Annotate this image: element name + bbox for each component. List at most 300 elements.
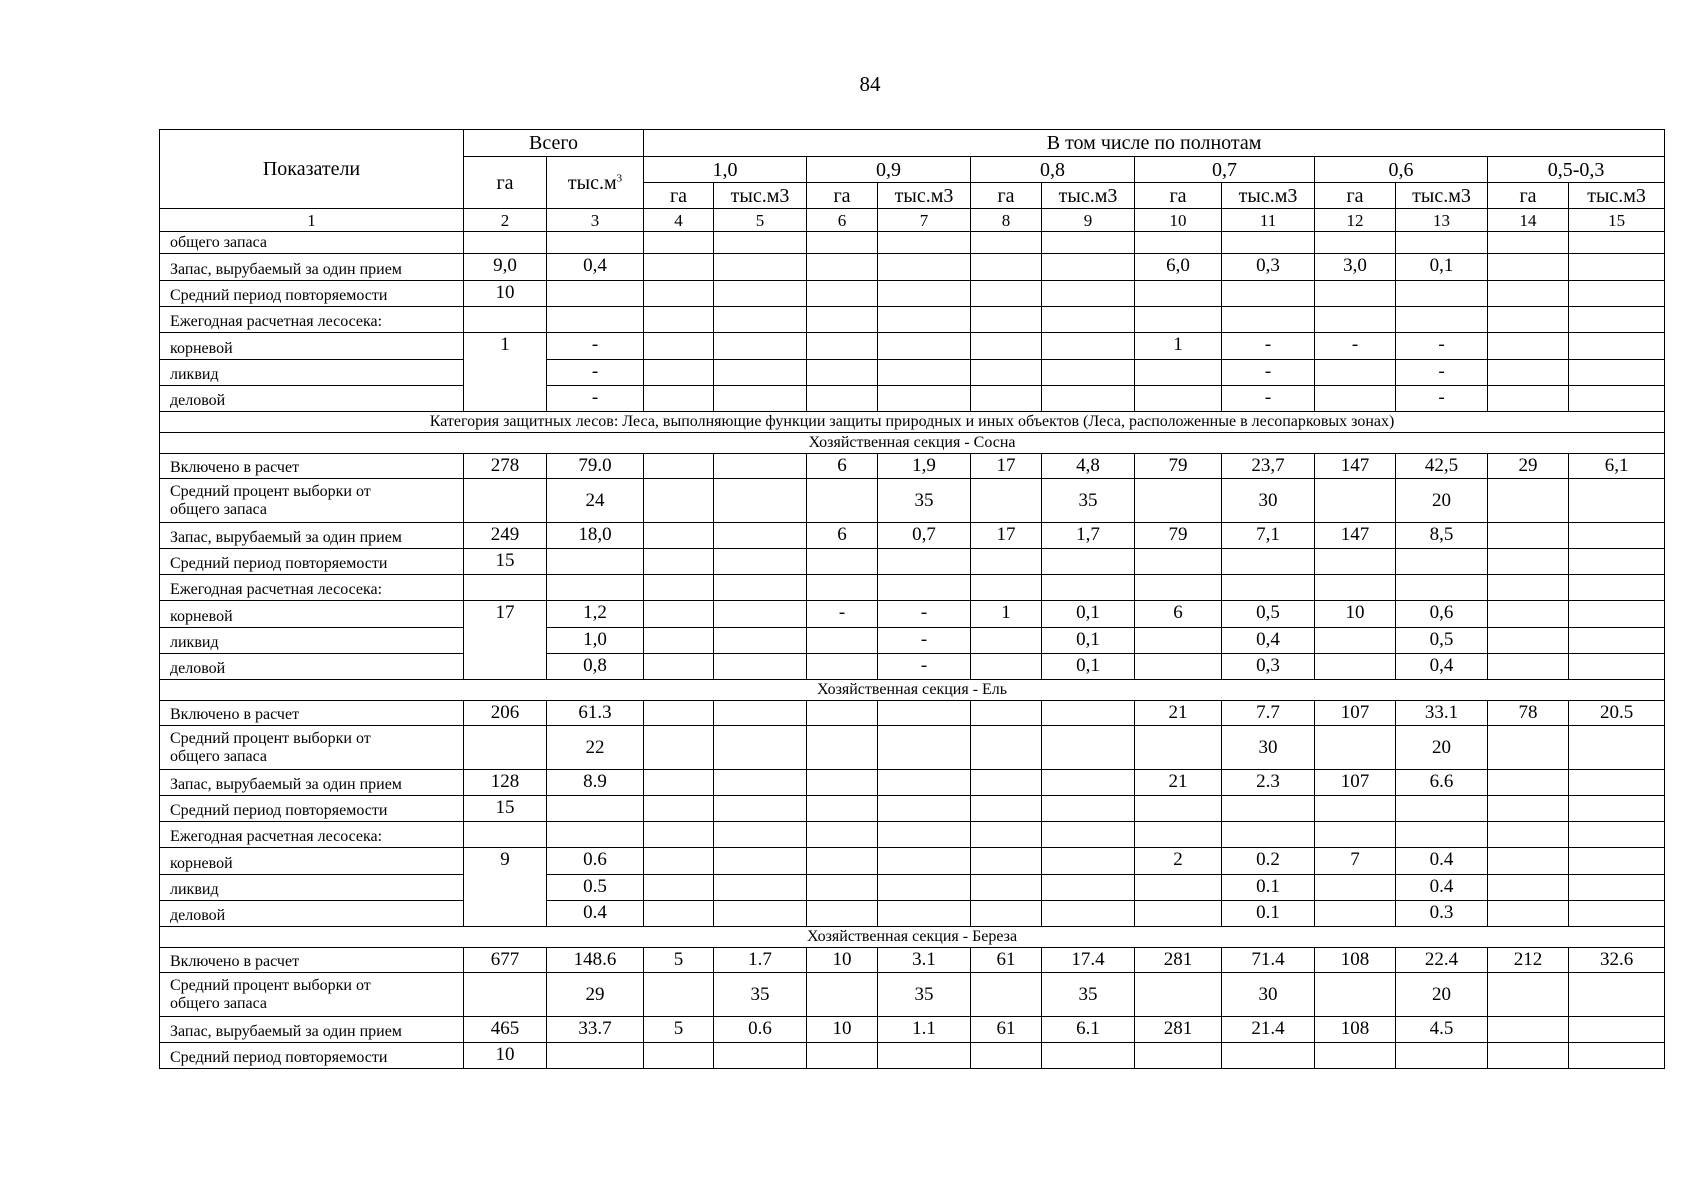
table-row: [160, 601, 1665, 628]
row-label: общего запаса: [160, 232, 464, 254]
column-number: 3: [547, 209, 644, 232]
table-cell: 35: [1042, 973, 1135, 1017]
table-cell: 7.7: [1222, 701, 1315, 726]
row-label: Ежегодная расчетная лесосека:: [160, 307, 464, 333]
table-cell: 677: [464, 948, 547, 973]
unit-volume-header: тыс.м3: [1222, 183, 1315, 209]
table-cell: [807, 901, 878, 927]
row-label: ликвид: [160, 360, 464, 386]
unit-volume-header: тыс.м3: [1042, 183, 1135, 209]
table-cell: 3.1: [878, 948, 971, 973]
row-label: Включено в расчет: [160, 701, 464, 726]
table-cell: [464, 822, 547, 848]
row-label-line: общего запаса: [170, 501, 267, 518]
table-cell: [714, 360, 807, 386]
section-title: Хозяйственная секция - Ель: [160, 680, 1665, 701]
table-cell: [1315, 628, 1396, 654]
table-cell: [807, 549, 878, 575]
table-row: [160, 575, 1665, 601]
table-cell: [1315, 549, 1396, 575]
table-cell: [644, 726, 714, 770]
table-row: [160, 1017, 1665, 1043]
table-cell: [644, 654, 714, 680]
table-cell: [644, 549, 714, 575]
column-number: 5: [714, 209, 807, 232]
table-cell: [1569, 770, 1665, 796]
table-cell: [1222, 822, 1315, 848]
table-row: [160, 454, 1665, 479]
table-cell: 107: [1315, 701, 1396, 726]
table-cell: [714, 601, 807, 628]
unit-volume-header: тыс.м3: [1569, 183, 1665, 209]
table-cell: [1488, 232, 1569, 254]
table-cell: 29: [547, 973, 644, 1017]
table-cell: [1222, 232, 1315, 254]
table-cell: [547, 307, 644, 333]
table-cell: [878, 549, 971, 575]
table-cell: [464, 575, 547, 601]
table-cell: [1488, 875, 1569, 901]
table-cell: 20: [1396, 973, 1488, 1017]
table-row: [160, 875, 1665, 901]
table-row: [160, 479, 1665, 523]
density-header: 0,7: [1135, 157, 1315, 183]
table-cell: 1,7: [1042, 523, 1135, 549]
table-cell: [1135, 628, 1222, 654]
table-cell: 8.9: [547, 770, 644, 796]
table-cell: 61: [971, 948, 1042, 973]
table-cell: [1222, 549, 1315, 575]
table-cell: [1315, 386, 1396, 412]
table-cell: [1488, 901, 1569, 927]
table-cell: [971, 822, 1042, 848]
table-cell: [714, 307, 807, 333]
table-cell: 7,1: [1222, 523, 1315, 549]
table-cell: -: [878, 654, 971, 680]
table-cell: [1042, 796, 1135, 822]
table-cell: [878, 360, 971, 386]
table-cell: 0,1: [1042, 628, 1135, 654]
table-cell: 1,2: [547, 601, 644, 628]
table-cell: [878, 822, 971, 848]
table-cell: [547, 822, 644, 848]
table-cell: [714, 654, 807, 680]
table-cell: 30: [1222, 726, 1315, 770]
table-cell: [1569, 549, 1665, 575]
table-cell: 0.4: [1396, 875, 1488, 901]
table-cell: [1396, 575, 1488, 601]
table-cell: [1042, 549, 1135, 575]
table-cell: [878, 386, 971, 412]
page-number: 84: [859, 72, 881, 96]
table-cell: [807, 575, 878, 601]
table-cell: [1135, 822, 1222, 848]
table-cell: [1488, 333, 1569, 360]
table-cell: [1488, 628, 1569, 654]
table-cell: [714, 575, 807, 601]
table-cell: [1569, 281, 1665, 307]
table-cell: [1396, 1043, 1488, 1069]
table-cell: [1488, 1017, 1569, 1043]
row-label: Запас, вырубаемый за один прием: [160, 523, 464, 549]
table-cell: [1488, 848, 1569, 875]
row-label: Запас, вырубаемый за один прием: [160, 1017, 464, 1043]
table-cell: [644, 628, 714, 654]
table-cell: [644, 254, 714, 281]
table-cell: 79: [1135, 523, 1222, 549]
table-cell: 465: [464, 1017, 547, 1043]
table-cell: [714, 479, 807, 523]
table-cell: [1396, 549, 1488, 575]
table-cell: 18,0: [547, 523, 644, 549]
table-cell: [1488, 479, 1569, 523]
table-cell: 108: [1315, 948, 1396, 973]
table-cell: 0,3: [1222, 254, 1315, 281]
table-cell: [971, 901, 1042, 927]
table-cell: [971, 770, 1042, 796]
table-cell: [644, 386, 714, 412]
table-row: [160, 360, 1665, 386]
indicators-header: Показатели: [160, 130, 464, 209]
table-cell: 6.6: [1396, 770, 1488, 796]
table-cell: [1569, 628, 1665, 654]
table-cell: [1396, 796, 1488, 822]
row-label: корневой: [160, 848, 464, 875]
table-cell: [807, 701, 878, 726]
table-cell: [714, 701, 807, 726]
table-cell: [714, 848, 807, 875]
table-cell: 8,5: [1396, 523, 1488, 549]
table-cell: [1222, 575, 1315, 601]
section-title-row: [160, 433, 1665, 454]
table-cell: [1315, 822, 1396, 848]
table-cell: [1396, 822, 1488, 848]
table-cell: 79: [1135, 454, 1222, 479]
table-cell: -: [547, 333, 644, 360]
table-cell: 281: [1135, 948, 1222, 973]
table-cell: [807, 254, 878, 281]
unit-ha-header: га: [644, 183, 714, 209]
table-cell: [878, 281, 971, 307]
table-cell: [464, 479, 547, 523]
table-cell: [807, 1043, 878, 1069]
table-cell: [1488, 360, 1569, 386]
table-cell: [971, 973, 1042, 1017]
table-cell: [1569, 901, 1665, 927]
table-cell: [1569, 479, 1665, 523]
table-cell: [714, 770, 807, 796]
table-cell: [714, 901, 807, 927]
table-cell: [714, 1043, 807, 1069]
table-cell: [1042, 726, 1135, 770]
table-cell: [1569, 1017, 1665, 1043]
table-cell: -: [1222, 333, 1315, 360]
table-cell: [1569, 822, 1665, 848]
table-cell: [878, 848, 971, 875]
table-cell: [547, 796, 644, 822]
column-number: 10: [1135, 209, 1222, 232]
table-cell: 0,4: [1222, 628, 1315, 654]
table-cell: [971, 549, 1042, 575]
table-cell: [644, 875, 714, 901]
table-cell: [1569, 654, 1665, 680]
table-cell: [1042, 770, 1135, 796]
table-cell: [1488, 254, 1569, 281]
table-cell: 79.0: [547, 454, 644, 479]
table-cell: [714, 549, 807, 575]
table-cell: 0,3: [1222, 654, 1315, 680]
total-ha-header: га: [464, 157, 547, 209]
table-cell: [644, 523, 714, 549]
table-row: [160, 901, 1665, 927]
table-cell: [464, 307, 547, 333]
table-cell: [971, 875, 1042, 901]
table-cell: 0.1: [1222, 875, 1315, 901]
table-cell: [1488, 523, 1569, 549]
table-cell: [878, 307, 971, 333]
table-cell: [807, 822, 878, 848]
table-cell: [1396, 307, 1488, 333]
row-label: ликвид: [160, 875, 464, 901]
table-cell: 15: [464, 549, 547, 575]
table-cell: 9: [464, 848, 547, 927]
table-cell: [714, 875, 807, 901]
table-cell: 1.1: [878, 1017, 971, 1043]
table-cell: 0.4: [547, 901, 644, 927]
table-cell: [1222, 307, 1315, 333]
row-label: ликвид: [160, 628, 464, 654]
table-cell: [1135, 973, 1222, 1017]
table-cell: [644, 822, 714, 848]
table-cell: [1042, 701, 1135, 726]
table-cell: [807, 232, 878, 254]
column-number: 13: [1396, 209, 1488, 232]
table-cell: [878, 333, 971, 360]
table-cell: [1396, 232, 1488, 254]
table-cell: [1315, 726, 1396, 770]
table-row: [160, 654, 1665, 680]
table-cell: 6: [1135, 601, 1222, 628]
table-row: [160, 973, 1665, 1017]
table-cell: [1315, 232, 1396, 254]
row-label: Запас, вырубаемый за один прием: [160, 254, 464, 281]
table-cell: [1569, 386, 1665, 412]
table-cell: 249: [464, 523, 547, 549]
table-cell: [971, 333, 1042, 360]
table-cell: 33.1: [1396, 701, 1488, 726]
table-cell: [1569, 254, 1665, 281]
table-cell: [971, 575, 1042, 601]
table-cell: [807, 386, 878, 412]
table-cell: [878, 254, 971, 281]
row-label: Средний период повторяемости: [160, 1043, 464, 1069]
table-cell: 20: [1396, 479, 1488, 523]
column-number: 1: [160, 209, 464, 232]
table-cell: [971, 254, 1042, 281]
table-cell: [1488, 281, 1569, 307]
table-cell: 23,7: [1222, 454, 1315, 479]
table-cell: [1135, 1043, 1222, 1069]
table-cell: [644, 701, 714, 726]
table-cell: 0.4: [1396, 848, 1488, 875]
table-cell: [547, 1043, 644, 1069]
table-cell: 206: [464, 701, 547, 726]
table-cell: 61: [971, 1017, 1042, 1043]
table-cell: [1135, 875, 1222, 901]
row-label: Включено в расчет: [160, 454, 464, 479]
row-label: Ежегодная расчетная лесосека:: [160, 822, 464, 848]
table-cell: 0.6: [547, 848, 644, 875]
table-cell: [878, 901, 971, 927]
table-cell: [1488, 726, 1569, 770]
row-label-line: Средний процент выборки от: [170, 976, 371, 994]
table-cell: 4,8: [1042, 454, 1135, 479]
table-cell: 281: [1135, 1017, 1222, 1043]
table-cell: [1135, 307, 1222, 333]
table-cell: [1569, 307, 1665, 333]
table-cell: [644, 770, 714, 796]
table-cell: [1488, 770, 1569, 796]
table-row: [160, 822, 1665, 848]
table-cell: [1042, 875, 1135, 901]
table-cell: 71.4: [1222, 948, 1315, 973]
table-cell: [547, 549, 644, 575]
total-header: Всего: [464, 130, 644, 157]
table-cell: 61.3: [547, 701, 644, 726]
unit-volume-header: тыс.м3: [878, 183, 971, 209]
table-cell: [714, 454, 807, 479]
table-cell: [1042, 901, 1135, 927]
table-cell: 128: [464, 770, 547, 796]
table-cell: [1315, 281, 1396, 307]
table-row: [160, 232, 1665, 254]
table-cell: 3,0: [1315, 254, 1396, 281]
table-row: [160, 254, 1665, 281]
table-cell: [1222, 796, 1315, 822]
row-label: корневой: [160, 333, 464, 360]
table-cell: 0,5: [1396, 628, 1488, 654]
row-label-line: Средний процент выборки от: [170, 482, 371, 500]
table-cell: [878, 796, 971, 822]
density-header: 0,9: [807, 157, 971, 183]
table-cell: [1315, 575, 1396, 601]
total-volume-header: [547, 157, 644, 209]
density-header: 0,8: [971, 157, 1135, 183]
table-row: [160, 796, 1665, 822]
unit-ha-header: га: [1488, 183, 1569, 209]
table-cell: 2: [1135, 848, 1222, 875]
table-row: [160, 549, 1665, 575]
table-cell: [644, 333, 714, 360]
table-cell: [878, 701, 971, 726]
table-cell: [644, 479, 714, 523]
row-label: деловой: [160, 901, 464, 927]
table-cell: -: [878, 628, 971, 654]
table-cell: [807, 479, 878, 523]
table-cell: [1315, 654, 1396, 680]
table-cell: [1135, 360, 1222, 386]
table-cell: [1315, 901, 1396, 927]
table-cell: 33.7: [547, 1017, 644, 1043]
table-cell: [878, 726, 971, 770]
column-number: 9: [1042, 209, 1135, 232]
table-row: [160, 333, 1665, 360]
table-cell: [714, 523, 807, 549]
table-cell: [1488, 575, 1569, 601]
table-cell: [464, 726, 547, 770]
table-cell: [644, 575, 714, 601]
table-cell: [1569, 523, 1665, 549]
table-cell: 4.5: [1396, 1017, 1488, 1043]
row-label-line: общего запаса: [170, 995, 267, 1012]
table-cell: 0.5: [547, 875, 644, 901]
table-cell: [1396, 281, 1488, 307]
row-label: [160, 479, 464, 523]
table-cell: 21: [1135, 770, 1222, 796]
table-cell: [1135, 654, 1222, 680]
table-cell: 35: [1042, 479, 1135, 523]
table-cell: [1135, 549, 1222, 575]
table-cell: 0,4: [547, 254, 644, 281]
table-row: [160, 1043, 1665, 1069]
table-cell: 10: [464, 281, 547, 307]
table-row: [160, 628, 1665, 654]
table-cell: 0.1: [1222, 901, 1315, 927]
table-cell: [1042, 575, 1135, 601]
table-row: [160, 948, 1665, 973]
table-cell: 0.3: [1396, 901, 1488, 927]
category-row: [160, 412, 1665, 433]
table-cell: 30: [1222, 479, 1315, 523]
table-cell: [971, 232, 1042, 254]
table-cell: [878, 575, 971, 601]
row-label: [160, 726, 464, 770]
row-label: Запас, вырубаемый за один прием: [160, 770, 464, 796]
table-cell: 10: [807, 948, 878, 973]
table-cell: 108: [1315, 1017, 1396, 1043]
table-cell: [1135, 575, 1222, 601]
table-cell: [1135, 726, 1222, 770]
header-row-column-numbers: [160, 209, 1665, 232]
table-cell: 148.6: [547, 948, 644, 973]
table-cell: 0,8: [547, 654, 644, 680]
table-cell: [714, 822, 807, 848]
table-cell: 1.7: [714, 948, 807, 973]
table-cell: [1042, 281, 1135, 307]
table-cell: [971, 386, 1042, 412]
table-cell: [1569, 575, 1665, 601]
table-cell: [1488, 822, 1569, 848]
table-cell: [971, 726, 1042, 770]
table-cell: 30: [1222, 973, 1315, 1017]
table-cell: -: [807, 601, 878, 628]
row-label: деловой: [160, 654, 464, 680]
table-cell: -: [1222, 360, 1315, 386]
table-cell: [1569, 232, 1665, 254]
table-cell: [1042, 333, 1135, 360]
table-cell: 17: [971, 523, 1042, 549]
table-cell: [1135, 281, 1222, 307]
table-cell: [644, 796, 714, 822]
table-cell: [1315, 796, 1396, 822]
table-cell: [807, 654, 878, 680]
table-cell: [1222, 281, 1315, 307]
column-number: 15: [1569, 209, 1665, 232]
table-cell: 1,9: [878, 454, 971, 479]
table-cell: 24: [547, 479, 644, 523]
row-label: Ежегодная расчетная лесосека:: [160, 575, 464, 601]
table-cell: 0,1: [1042, 654, 1135, 680]
